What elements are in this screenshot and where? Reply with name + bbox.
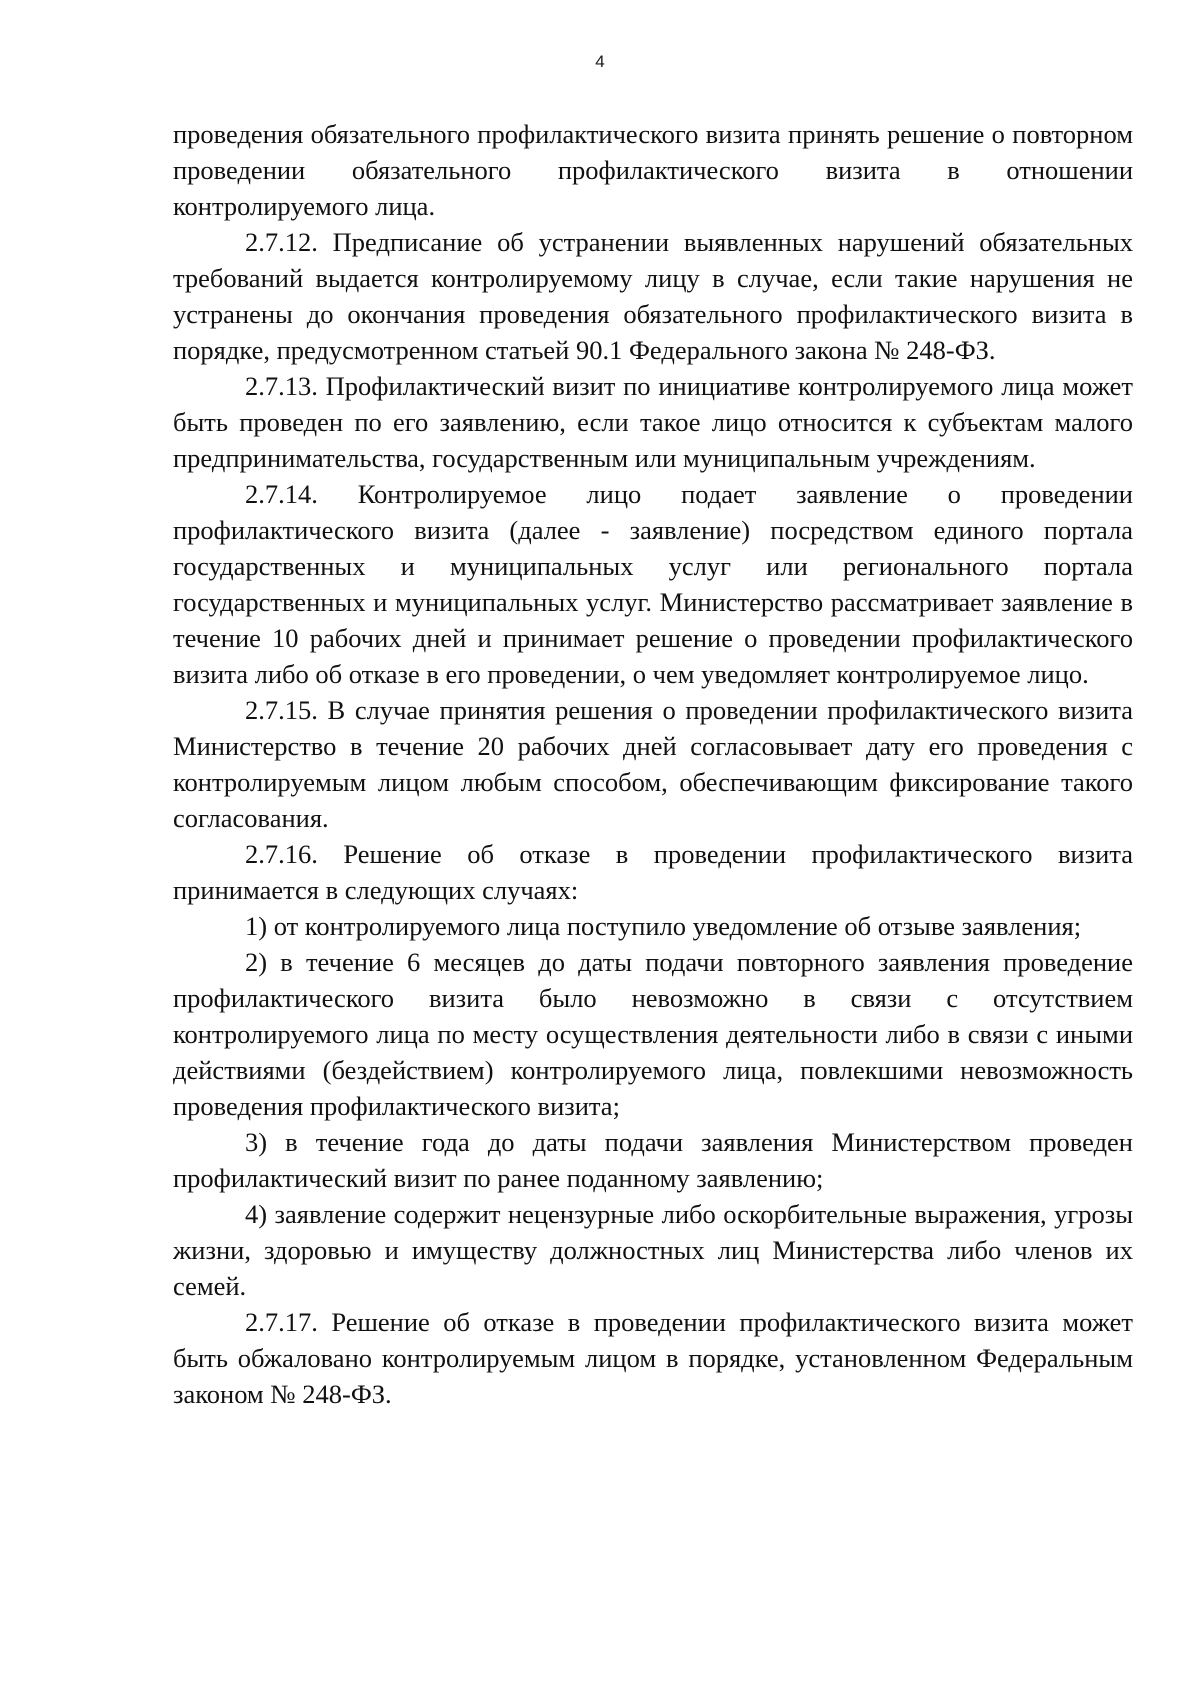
paragraph-2-7-12: 2.7.12. Предписание об устранении выявленных нарушений обязательных требований выдается контролируемому лицу в случае, если такие нарушения не устранены до окончания проведения обязательного профилактического визита в порядке, предусмотренном статьей 90.1 Федерального закона № 248-ФЗ. <box>173 227 1133 365</box>
document-body <box>173 116 1133 1412</box>
paragraph-2-7-16: 2.7.16. Решение об отказе в проведении профилактического визита принимается в следующих случаях: <box>173 839 1133 905</box>
list-item-1: 1) от контролируемого лица поступило уведомление об отзыве заявления; <box>245 911 1082 941</box>
paragraph-continuation: проведения обязательного профилактического визита принять решение о повторном проведении обязательного профилактического визита в отношении контролируемого лица. <box>173 119 1133 221</box>
list-item-2: 2) в течение 6 месяцев до даты подачи повторного заявления проведение профилактического визита было невозможно в связи с отсутствием контролируемого лица по месту осуществления деятельности либо в связи с иными действиями (бездействием) контролируемого лица, повлекшими невозможность проведения профилактического визита; <box>173 947 1133 1121</box>
list-item-3: 3) в течение года до даты подачи заявления Министерством проведен профилактический визит по ранее поданному заявлению; <box>173 1127 1133 1193</box>
list-item-4: 4) заявление содержит нецензурные либо оскорбительные выражения, угрозы жизни, здоровью и имуществу должностных лиц Министерства либо членов их семей. <box>173 1199 1133 1301</box>
paragraph-2-7-15: 2.7.15. В случае принятия решения о проведении профилактического визита Министерство в течение 20 рабочих дней согласовывает дату его проведения с контролируемым лицом любым способом, обеспечивающим фиксирование такого согласования. <box>173 695 1133 833</box>
paragraph-2-7-17: 2.7.17. Решение об отказе в проведении профилактического визита может быть обжаловано контролируемым лицом в порядке, установленном Федеральным законом № 248-ФЗ. <box>173 1307 1133 1409</box>
paragraph-2-7-13: 2.7.13. Профилактический визит по инициативе контролируемого лица может быть проведен по его заявлению, если такое лицо относится к субъектам малого предпринимательства, государственным или муниципальным учреждениям. <box>173 371 1133 473</box>
paragraph-2-7-14: 2.7.14. Контролируемое лицо подает заявление о проведении профилактического визита (далее - заявление) посредством единого портала государственных и муниципальных услуг или регионального портала государственных и муниципальных услуг. Министерство рассматривает заявление в течение 10 рабочих дней и принимает решение о проведении профилактического визита либо об отказе в его проведении, о чем уведомляет контролируемое лицо. <box>173 479 1133 689</box>
page-number: 4 <box>595 52 605 71</box>
